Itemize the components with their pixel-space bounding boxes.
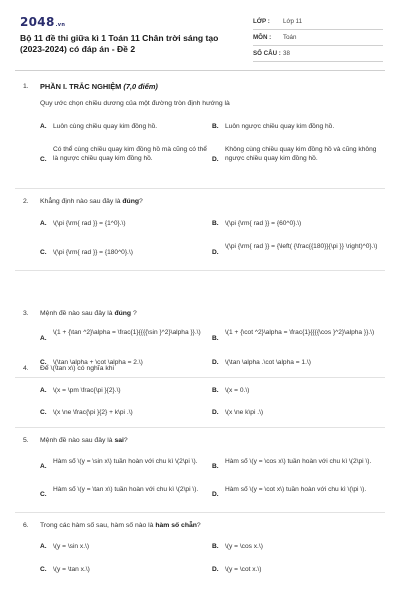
option-letter: A. bbox=[40, 543, 47, 550]
option-text: Hàm số \(y = \tan x\) tuần hoàn với chu kì \(2\pi \). bbox=[53, 486, 199, 493]
option-text: \(x \ne k\pi .\) bbox=[225, 409, 264, 416]
option-letter: B. bbox=[212, 463, 219, 470]
option-letter: D. bbox=[212, 156, 219, 163]
option-text: \(1 + {\tan ^2}\alpha = \frac{1}{{{{\sin }^2}\alpha }}.\) bbox=[53, 329, 201, 336]
question-separator bbox=[15, 512, 385, 513]
option-text: \(\tan \alpha .\cot \alpha = 1.\) bbox=[225, 359, 311, 366]
option-text: \(x \ne \frac{\pi }{2} + k\pi .\) bbox=[53, 409, 133, 416]
option-letter: B. bbox=[212, 543, 219, 550]
option-text: Hàm số \(y = \sin x\) tuần hoàn với chu kì \(2\pi \). bbox=[53, 458, 198, 465]
logo-tld: .vn bbox=[55, 22, 66, 28]
meta-subject-value: Toán bbox=[283, 34, 297, 41]
option-text: \(\pi {\rm{ rad }} = {60^0}.\) bbox=[225, 220, 302, 227]
meta-count-label: SỐ CÂU : bbox=[253, 50, 281, 57]
question-keyword: hàm số chẵn bbox=[155, 522, 197, 529]
option-text: Không cùng chiều quay kim đồng hồ và cũng không ngược chiều quay kim đồng hồ. bbox=[225, 146, 377, 162]
question-keyword: đúng bbox=[122, 198, 139, 205]
option-text: \(x = \pm \frac{\pi }{2}.\) bbox=[53, 387, 121, 394]
question-text: Quy ước chọn chiều dương của một đường tròn định hướng là bbox=[40, 100, 230, 107]
site-logo[interactable] bbox=[20, 15, 65, 29]
option-letter: B. bbox=[212, 123, 219, 130]
option-letter: C. bbox=[40, 359, 47, 366]
document-title: Bộ 11 đề thi giữa kì 1 Toán 11 Chân trời sáng tạo (2023-2024) có đáp án - Đề 2 bbox=[20, 33, 219, 54]
option-text: \(\pi {\rm{ rad }} = {1^0}.\) bbox=[53, 220, 126, 227]
option-letter: B. bbox=[212, 335, 219, 342]
option-text: Hàm số \(y = \cos x\) tuần hoàn với chu kì \(2\pi \). bbox=[225, 458, 372, 465]
option-text: \(x = 0.\) bbox=[225, 387, 250, 394]
question-separator bbox=[15, 270, 385, 271]
question-text-post: ? bbox=[131, 310, 137, 317]
question-text: Để \(\tan x\) có nghĩa khi bbox=[40, 365, 115, 372]
option-letter: C. bbox=[40, 409, 47, 416]
question-text-pre: Mệnh đề nào sau đây là bbox=[40, 310, 115, 317]
option-text: Luôn ngược chiều quay kim đồng hồ. bbox=[225, 123, 335, 130]
option-text: \(\pi {\rm{ rad }} = {180^0}.\) bbox=[53, 249, 133, 256]
meta-box bbox=[253, 14, 383, 62]
part-title-text: PHẦN I. TRẮC NGHIỆM bbox=[40, 82, 122, 91]
option-text: \(\tan \alpha + \cot \alpha = 2.\) bbox=[53, 359, 143, 366]
question-text-post: ? bbox=[196, 522, 201, 529]
question-number: 2. bbox=[23, 198, 29, 205]
option-text: \(y = \cot x.\) bbox=[225, 566, 262, 573]
question-separator bbox=[15, 188, 385, 189]
question-number: 5. bbox=[23, 437, 29, 444]
option-letter: C. bbox=[40, 491, 47, 498]
logo-text: 2048 bbox=[20, 15, 55, 29]
option-letter: A. bbox=[40, 335, 47, 342]
question-number: 1. bbox=[23, 83, 29, 90]
option-letter: A. bbox=[40, 463, 47, 470]
question-text bbox=[40, 197, 380, 206]
meta-grade-value: Lớp 11 bbox=[283, 18, 303, 25]
part-title bbox=[40, 82, 380, 91]
option-letter: D. bbox=[212, 359, 219, 366]
option-letter: D. bbox=[212, 409, 219, 416]
option-text: Có thể cùng chiều quay kim đồng hồ mà cũng có thể là ngược chiều quay kim đồng hồ. bbox=[53, 146, 207, 162]
meta-subject-label: MÔN : bbox=[253, 34, 272, 41]
option-text: \(y = \tan x.\) bbox=[53, 566, 90, 573]
option-letter: A. bbox=[40, 123, 47, 130]
question-separator bbox=[15, 427, 385, 428]
question-text bbox=[40, 309, 380, 318]
question-text-pre: Khẳng định nào sau đây là bbox=[40, 198, 123, 205]
option-letter: D. bbox=[212, 566, 219, 573]
option-letter: A. bbox=[40, 387, 47, 394]
question-number: 3. bbox=[23, 310, 29, 317]
question-text-post: ? bbox=[139, 198, 143, 205]
question-text-pre: Mệnh đề nào sau đây là bbox=[40, 437, 115, 444]
header-divider bbox=[15, 70, 385, 71]
question-text bbox=[40, 436, 380, 445]
question-keyword: đúng bbox=[114, 310, 132, 317]
question-number: 6. bbox=[23, 522, 29, 529]
option-letter: C. bbox=[40, 249, 47, 256]
part-points: (7,0 điểm) bbox=[123, 82, 158, 91]
option-text: Hàm số \(y = \cot x\) tuần hoàn với chu kì \(\pi \). bbox=[225, 486, 367, 493]
option-text: Luôn cùng chiều quay kim đồng hồ. bbox=[53, 123, 158, 130]
question-keyword: sai bbox=[114, 437, 124, 444]
question-text-pre: Trong các hàm số sau, hàm số nào là bbox=[40, 522, 156, 529]
option-letter: A. bbox=[40, 220, 47, 227]
question-separator bbox=[15, 377, 385, 378]
meta-grade-label: LỚP : bbox=[253, 18, 270, 25]
option-letter: C. bbox=[40, 566, 47, 573]
meta-grade-row bbox=[253, 14, 383, 30]
option-letter: B. bbox=[212, 387, 219, 394]
option-text: \(y = \cos x.\) bbox=[225, 543, 263, 550]
option-text: \(y = \sin x.\) bbox=[53, 543, 90, 550]
option-letter: B. bbox=[212, 220, 219, 227]
option-text: \(1 + {\cot ^2}\alpha = \frac{1}{{{{\cos }^2}\alpha }}.\) bbox=[225, 329, 375, 336]
option-letter: D. bbox=[212, 491, 219, 498]
meta-subject-row bbox=[253, 30, 383, 46]
meta-count-row bbox=[253, 46, 383, 62]
meta-count-value: 38 bbox=[283, 50, 290, 57]
question-text bbox=[40, 521, 380, 530]
option-letter: C. bbox=[40, 156, 47, 163]
option-letter: D. bbox=[212, 249, 219, 256]
question-text-post: ? bbox=[123, 437, 128, 444]
option-text: \(\pi {\rm{ rad }} = {\left( {\frac{{180}}{\pi }} \right)^0}.\) bbox=[225, 243, 378, 250]
question-number: 4. bbox=[23, 365, 29, 372]
page-header bbox=[0, 0, 400, 62]
